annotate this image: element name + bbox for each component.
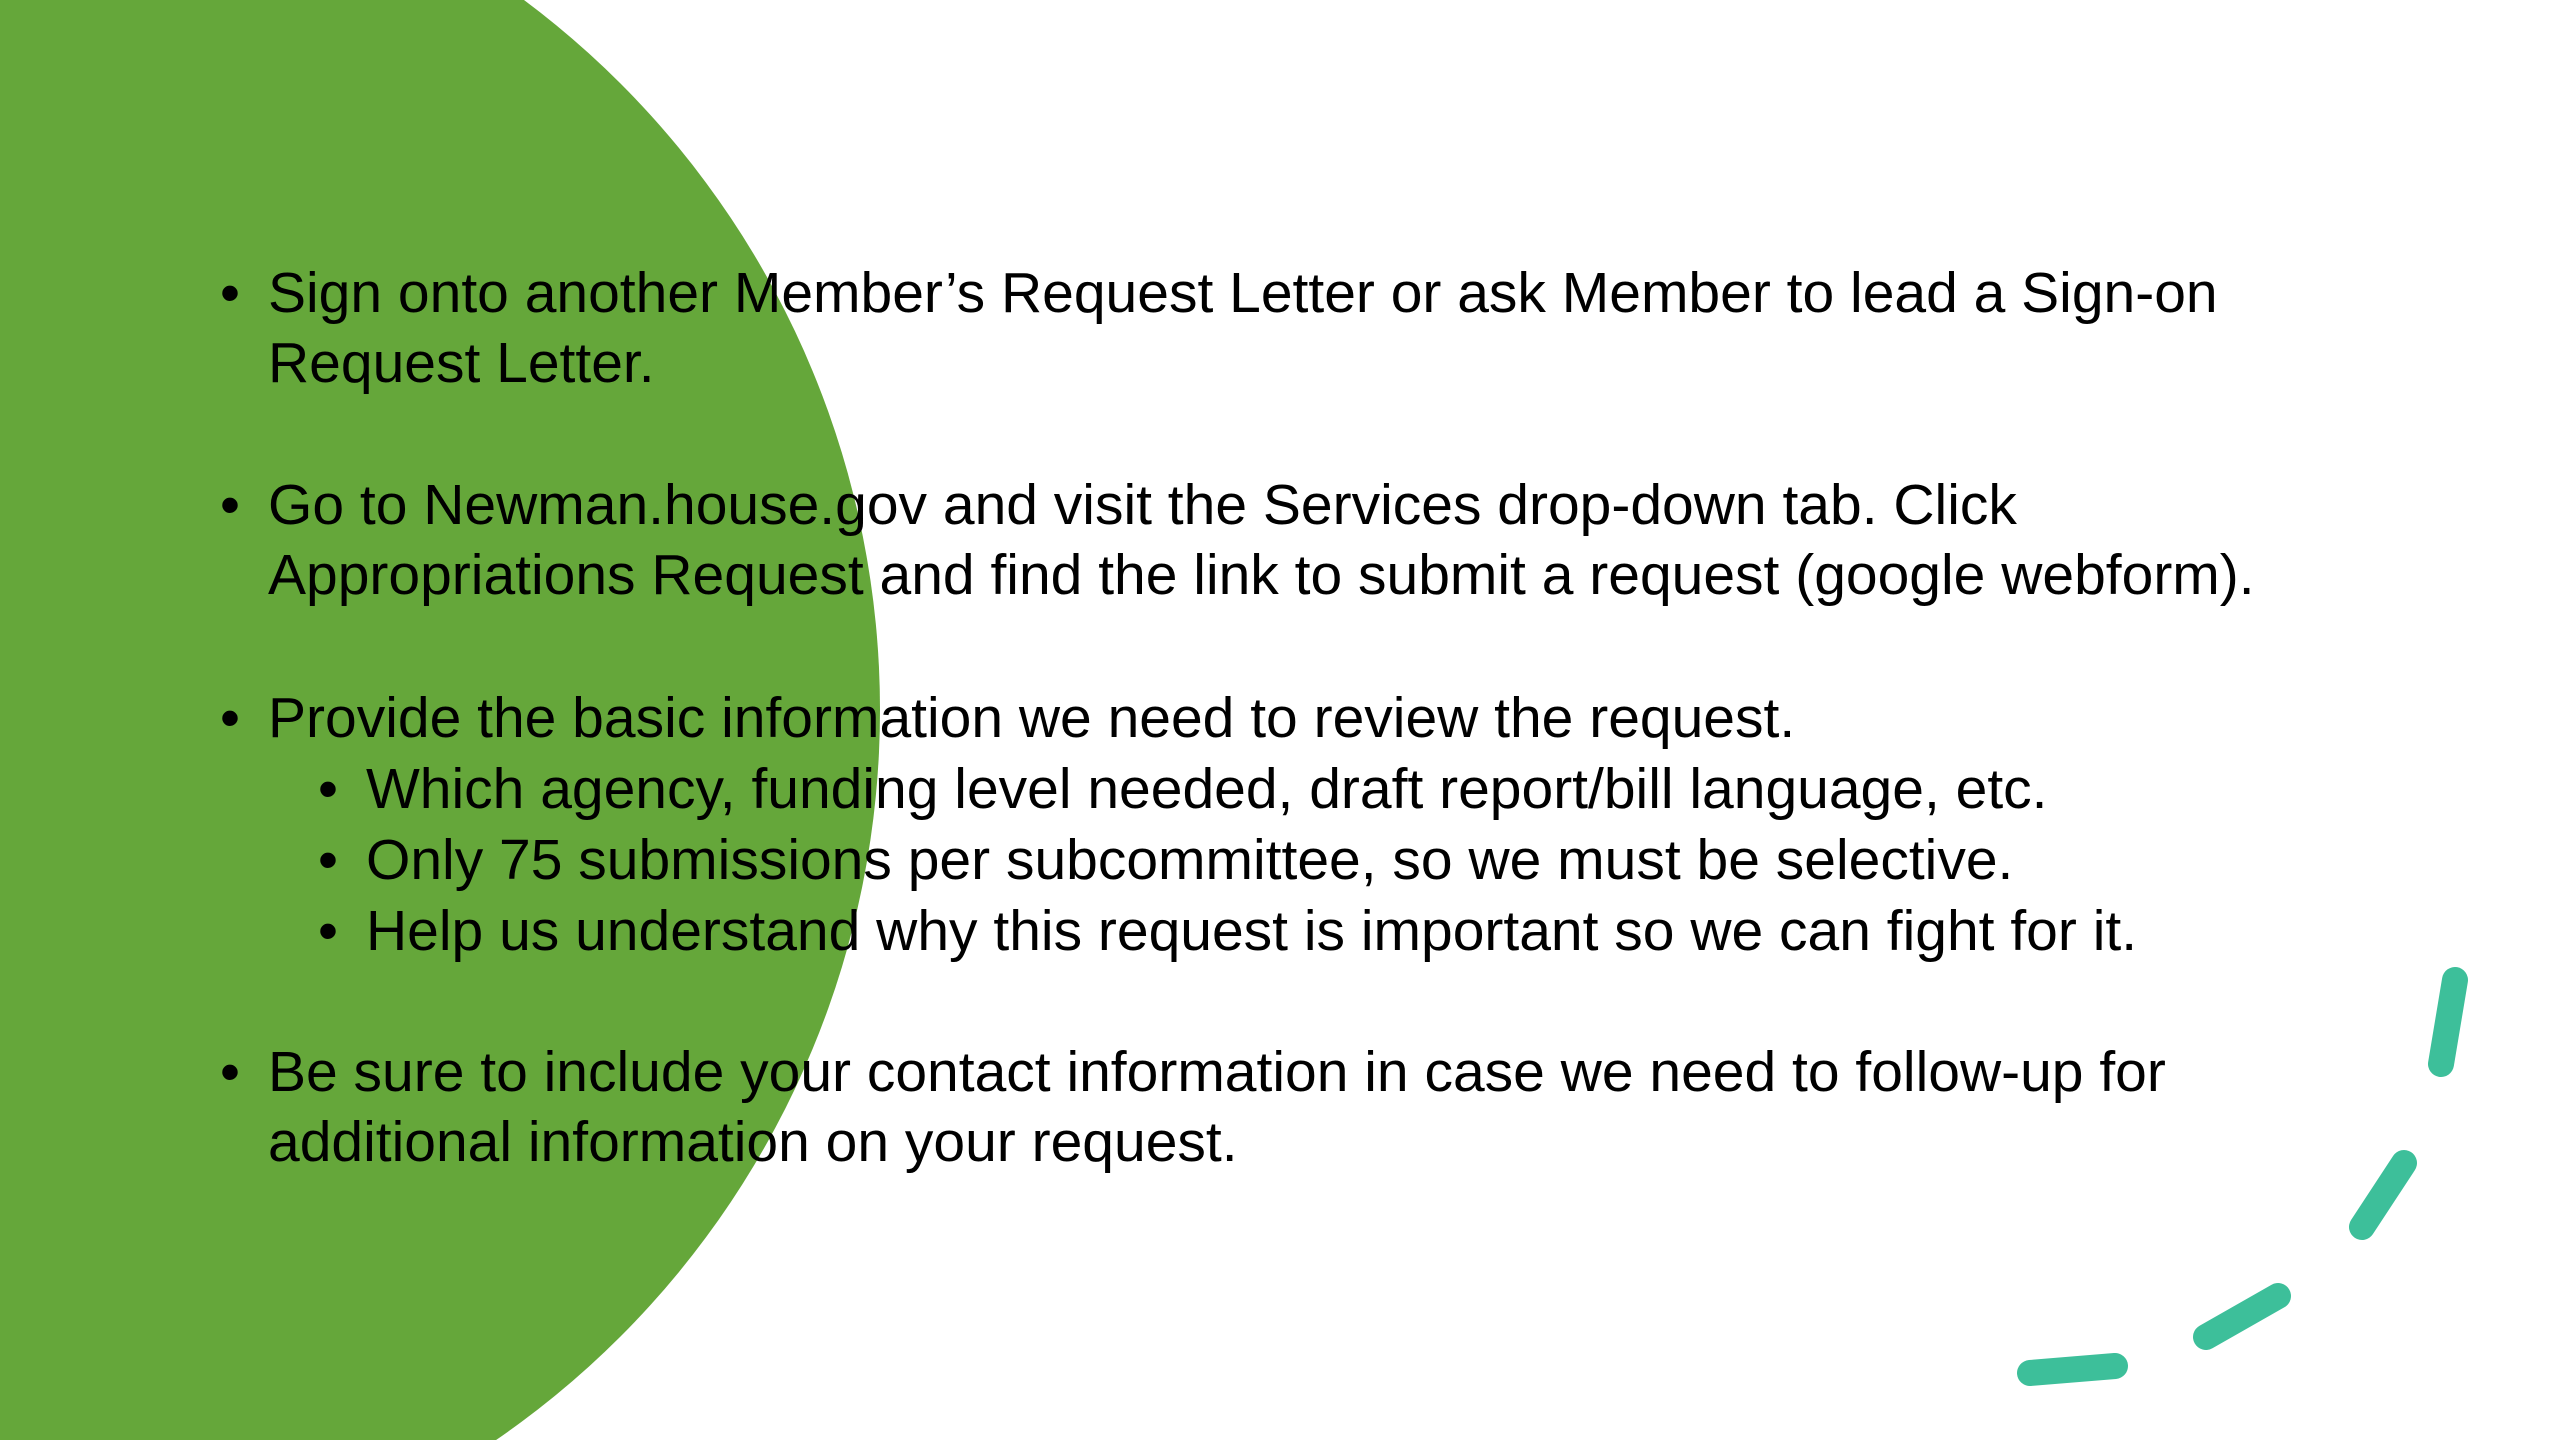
bullet-text: Go to Newman.house.gov and visit the Services drop-down tab. Click: [268, 473, 2017, 537]
bullet-text: Provide the basic information we need to review the request.: [268, 686, 1796, 750]
sub-bullet-dot: •: [318, 899, 338, 963]
bullet-item-4: [220, 1037, 2166, 1177]
bullet-text: Sign onto another Member’s Request Letter or ask Member to lead a Sign-on: [268, 261, 2218, 325]
bullet-text: Request Letter.: [268, 331, 655, 395]
bullet-item-1: [220, 258, 2218, 398]
bullet-text: Appropriations Request and find the link to submit a request (google webform).: [268, 543, 2255, 607]
sub-bullet-dot: •: [318, 757, 338, 821]
sub-bullet-text: Help us understand why this request is important so we can fight for it.: [366, 899, 2138, 963]
sub-bullet-item-2: [318, 825, 2014, 895]
bullet-dot: •: [220, 1040, 240, 1104]
bullet-dot: •: [220, 473, 240, 537]
sub-bullet-text: Only 75 submissions per subcommittee, so we must be selective.: [366, 828, 2014, 892]
bullet-dot: •: [220, 261, 240, 325]
sub-bullet-text: Which agency, funding level needed, draft report/bill language, etc.: [366, 757, 2048, 821]
bullet-item-2: [220, 470, 2255, 610]
bullet-dot: •: [220, 686, 240, 750]
sub-bullet-item-1: [318, 754, 2048, 824]
sub-bullet-dot: •: [318, 828, 338, 892]
bullet-text: additional information on your request.: [268, 1110, 1238, 1174]
sub-bullet-item-3: [318, 896, 2138, 966]
bullet-text: Be sure to include your contact information in case we need to follow-up for: [268, 1040, 2166, 1104]
bullet-item-3: [220, 683, 1796, 753]
